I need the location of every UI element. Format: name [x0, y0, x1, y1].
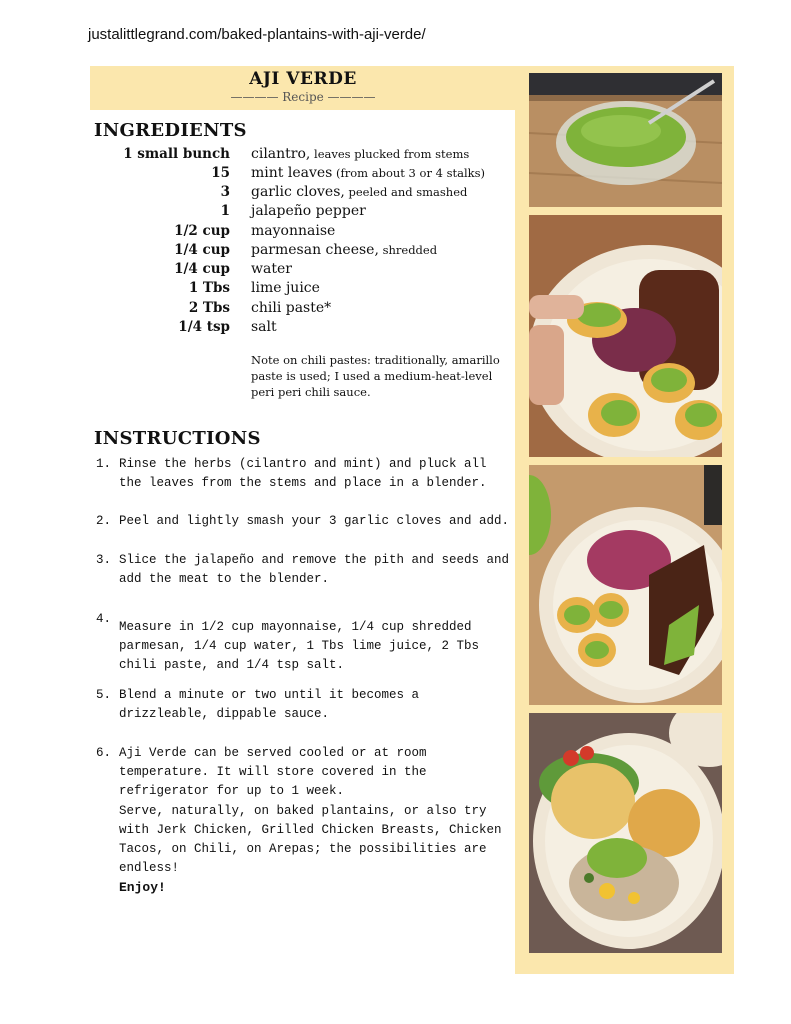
- ingredient-item: [251, 223, 335, 239]
- ingredient-name: garlic cloves,: [251, 184, 345, 200]
- ingredient-item: [251, 280, 320, 296]
- ingredient-row: [96, 165, 516, 184]
- ingredient-item: [251, 146, 469, 162]
- instructions-heading: INSTRUCTIONS: [94, 428, 261, 449]
- ingredient-qty: 1 small bunch: [123, 146, 230, 162]
- chicken-plate-photo: [529, 465, 722, 705]
- ingredient-row: [96, 319, 516, 338]
- ingredient-qty: 3: [220, 184, 230, 200]
- ingredient-row: [96, 223, 516, 242]
- ingredient-row: [96, 300, 516, 319]
- ingredient-row: [96, 146, 516, 165]
- step-number: 6.: [96, 746, 112, 760]
- ingredient-name: jalapeño pepper: [251, 203, 366, 219]
- ingredient-qty: 1/4 tsp: [178, 319, 230, 335]
- recipe-subtitle: ———— Recipe ————: [230, 90, 376, 104]
- ingredient-row: [96, 184, 516, 203]
- ingredient-item: [251, 261, 292, 277]
- ingredient-row: [96, 280, 516, 299]
- step-text: Slice the jalapeño and remove the pith and seeds and add the meat to the blender.: [119, 553, 510, 586]
- ingredient-qty: 1/4 cup: [174, 242, 230, 258]
- ingredient-note: peeled and smashed: [344, 185, 468, 199]
- ingredient-qty: 1: [220, 203, 230, 219]
- step-text: Blend a minute or two until it becomes a drizzleable, dippable sauce.: [119, 688, 420, 721]
- step-number: 3.: [96, 553, 112, 567]
- ingredient-name: cilantro,: [251, 146, 311, 162]
- ingredient-qty: 1/2 cup: [174, 223, 230, 239]
- serving-suggestion: Serve, naturally, on baked plantains, or also try with Jerk Chicken, Grilled Chicken Breasts, Chicken Tacos, on Chili, on Arepas; the possibilities are endless!: [119, 804, 502, 875]
- ingredients-heading: INGREDIENTS: [94, 120, 247, 141]
- ingredient-name: mint leaves: [251, 165, 333, 181]
- ingredient-item: [251, 165, 485, 181]
- step-text: Rinse the herbs (cilantro and mint) and pluck all the leaves from the stems and place in a blender.: [119, 457, 487, 490]
- source-url[interactable]: justalittlegrand.com/baked-plantains-with-aji-verde/: [88, 26, 426, 43]
- ingredient-name: parmesan cheese,: [251, 242, 379, 258]
- ingredient-item: [251, 184, 467, 200]
- recipe-title: AJI VERDE: [249, 69, 357, 89]
- ingredient-qty: 1/4 cup: [174, 261, 230, 277]
- ingredient-qty: 1 Tbs: [188, 280, 230, 296]
- ingredient-note: (from about 3 or 4 stalks): [332, 166, 485, 180]
- ingredient-item: [251, 242, 437, 258]
- ingredient-item: [251, 319, 277, 335]
- step-number: 1.: [96, 457, 112, 471]
- step-number: 2.: [96, 514, 112, 528]
- ingredient-qty: 15: [211, 165, 230, 181]
- title-bar: [90, 66, 516, 110]
- step-text: Peel and lightly smash your 3 garlic cloves and add.: [119, 514, 510, 528]
- ingredient-item: [251, 300, 331, 316]
- enjoy-text: Enjoy!: [119, 880, 166, 895]
- ingredient-note: shredded: [378, 243, 438, 257]
- ingredient-row: [96, 261, 516, 280]
- ingredient-name: lime juice: [251, 280, 320, 296]
- ingredient-row: [96, 203, 516, 222]
- ingredient-item: [251, 203, 366, 219]
- step-number: 5.: [96, 688, 112, 702]
- ingredient-name: water: [251, 261, 292, 277]
- step-text: Aji Verde can be served cooled or at room temperature. It will store covered in the refrigerator for up to 1 week.: [119, 746, 427, 798]
- ingredient-row: [96, 242, 516, 261]
- plantain-dip-photo: [529, 215, 722, 457]
- chili-paste-note: Note on chili pastes: traditionally, amarillo paste is used; I used a medium-heat-level peri peri chili sauce.: [251, 353, 500, 399]
- ingredient-note: leaves plucked from stems: [310, 147, 470, 161]
- arepa-plate-photo: [529, 713, 722, 953]
- ingredient-name: mayonnaise: [251, 223, 336, 239]
- ingredient-qty: 2 Tbs: [188, 300, 230, 316]
- ingredient-name: salt: [251, 319, 277, 335]
- ingredient-name: chili paste*: [251, 300, 332, 316]
- step-number: 4.: [96, 612, 112, 626]
- step-text: Measure in 1/2 cup mayonnaise, 1/4 cup shredded parmesan, 1/4 cup water, 1 Tbs lime juice, 2 Tbs chili paste, and 1/4 tsp salt.: [119, 620, 480, 672]
- aji-verde-bowl-photo: [529, 73, 722, 207]
